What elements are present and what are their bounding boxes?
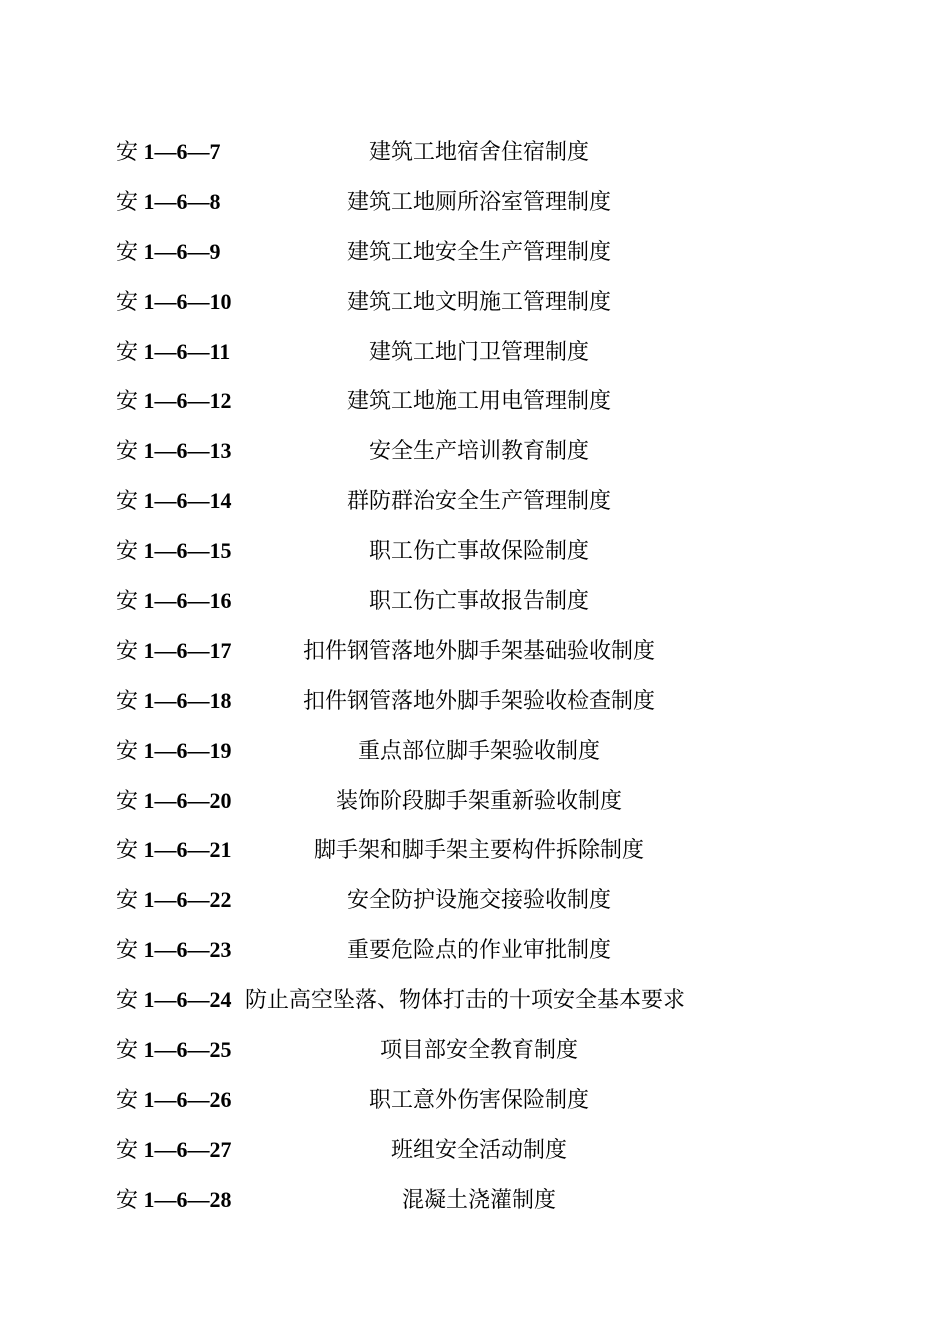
item-code: 安 1—6—20 <box>116 787 232 814</box>
item-code: 安 1—6—19 <box>116 737 232 764</box>
item-title: 群防群治安全生产管理制度 <box>346 489 611 515</box>
item-title: 混凝土浇灌制度 <box>401 1187 556 1213</box>
item-code: 安 1—6—21 <box>116 837 232 864</box>
item-title: 建筑工地宿舍住宿制度 <box>368 140 589 165</box>
item-title: 安全防护设施交接验收制度 <box>346 888 611 914</box>
list-item <box>0 774 950 824</box>
item-code: 安 1—6—18 <box>116 687 232 714</box>
list-item <box>0 175 950 225</box>
item-title: 职工伤亡事故报告制度 <box>368 589 589 615</box>
item-title: 装饰阶段脚手架重新验收制度 <box>335 788 622 814</box>
item-title: 建筑工地安全生产管理制度 <box>346 239 611 265</box>
list-item <box>0 225 950 275</box>
item-code: 安 1—6—22 <box>116 887 232 914</box>
list-item <box>0 823 950 873</box>
list-item <box>0 474 950 524</box>
item-code: 安 1—6—13 <box>116 438 232 465</box>
item-code: 安 1—6—24 <box>116 987 232 1014</box>
item-code: 安 1—6—8 <box>116 188 221 215</box>
item-title: 脚手架和脚手架主要构件拆除制度 <box>313 838 644 864</box>
item-code: 安 1—6—23 <box>116 937 232 964</box>
item-code: 安 1—6—14 <box>116 488 232 515</box>
list-item <box>0 524 950 574</box>
item-code: 安 1—6—9 <box>116 238 221 265</box>
list-item <box>0 1073 950 1123</box>
list-item <box>0 574 950 624</box>
item-title: 安全生产培训教育制度 <box>368 439 589 465</box>
item-title: 建筑工地厕所浴室管理制度 <box>346 189 611 215</box>
list-item <box>0 325 950 375</box>
item-code: 安 1—6—28 <box>116 1186 232 1213</box>
item-title: 职工伤亡事故保险制度 <box>368 539 589 565</box>
list-item <box>0 374 950 424</box>
list-item <box>0 923 950 973</box>
item-title: 建筑工地文明施工管理制度 <box>346 289 611 315</box>
item-title: 项目部安全教育制度 <box>379 1038 578 1064</box>
regulation-list <box>0 125 950 1223</box>
list-item <box>0 1023 950 1073</box>
item-title: 建筑工地门卫管理制度 <box>368 339 589 365</box>
list-item <box>0 873 950 923</box>
list-item <box>0 1173 950 1223</box>
list-item <box>0 125 950 175</box>
item-title: 建筑工地施工用电管理制度 <box>346 389 611 415</box>
item-code: 安 1—6—17 <box>116 637 232 664</box>
item-title: 重点部位脚手架验收制度 <box>357 738 600 764</box>
item-code: 安 1—6—7 <box>116 139 221 165</box>
list-item <box>0 1123 950 1173</box>
list-item <box>0 624 950 674</box>
item-title: 职工意外伤害保险制度 <box>368 1087 589 1113</box>
list-item <box>0 275 950 325</box>
item-code: 安 1—6—15 <box>116 538 232 565</box>
item-code: 安 1—6—12 <box>116 388 232 415</box>
item-title: 重要危险点的作业审批制度 <box>346 938 611 964</box>
list-item <box>0 424 950 474</box>
item-title: 扣件钢管落地外脚手架验收检查制度 <box>302 688 655 714</box>
item-code: 安 1—6—16 <box>116 588 232 615</box>
item-code: 安 1—6—26 <box>116 1086 232 1113</box>
item-code: 安 1—6—10 <box>116 288 232 315</box>
item-code: 安 1—6—11 <box>116 338 231 365</box>
item-title: 防止高空坠落、物体打击的十项安全基本要求 <box>245 988 686 1014</box>
list-item <box>0 973 950 1023</box>
list-item <box>0 724 950 774</box>
item-title: 班组安全活动制度 <box>390 1137 567 1163</box>
item-title: 扣件钢管落地外脚手架基础验收制度 <box>302 638 655 664</box>
list-item <box>0 674 950 724</box>
item-code: 安 1—6—27 <box>116 1136 232 1163</box>
item-code: 安 1—6—25 <box>116 1037 232 1064</box>
